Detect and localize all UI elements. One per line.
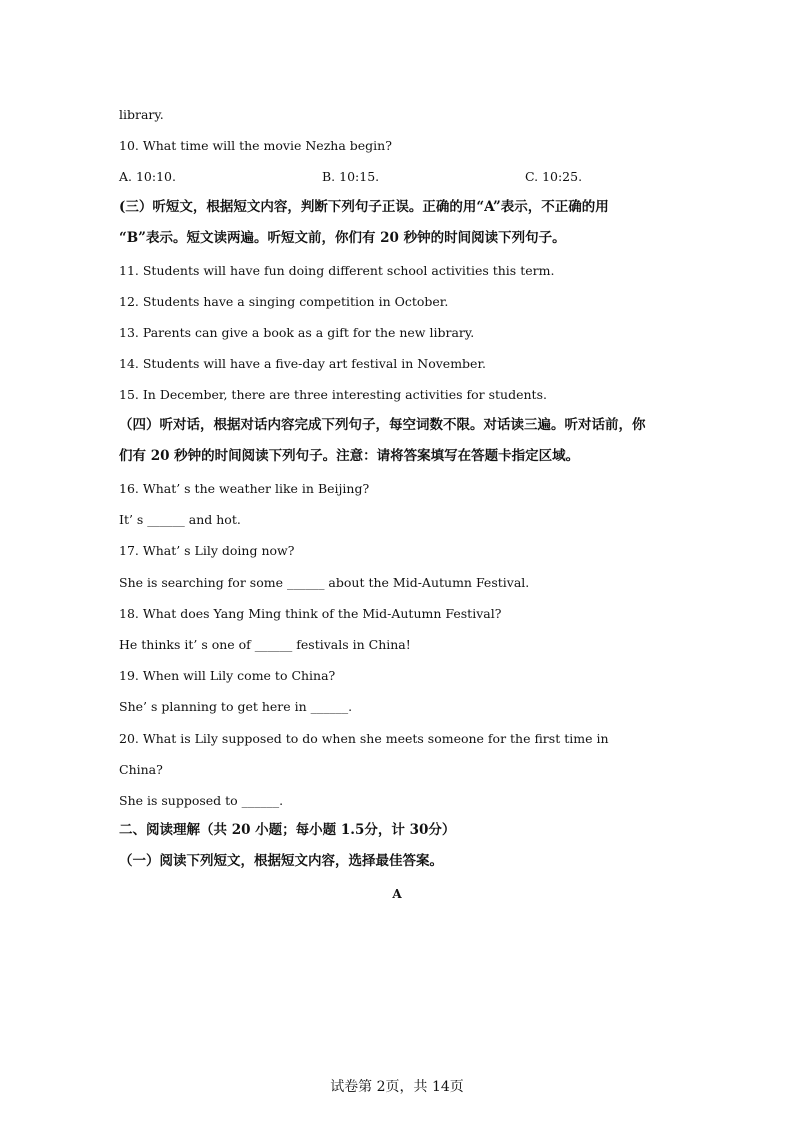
question-15: 15. In December, there are three interesting activities for students.	[119, 387, 547, 402]
option-c: C. 10:25.	[525, 169, 583, 184]
answer-20: She is supposed to ______.	[119, 793, 284, 808]
option-b: B. 10:15.	[322, 169, 380, 184]
text-line-library: library.	[119, 107, 164, 122]
question-17: 17. What’ s Lily doing now?	[119, 543, 295, 558]
question-14: 14. Students will have a five-day art festival in November.	[119, 356, 487, 371]
section-4-instruction-line1: （四）听对话，根据对话内容完成下列句子，每空词数不限。对话读三遍。听对话前，你	[119, 417, 646, 433]
question-13: 13. Parents can give a book as a gift for the new library.	[119, 325, 475, 340]
section-3-instruction-line2: “B”表示。短文读两遍。听短文前，你们有 20 秒钟的时间阅读下列句子。	[119, 230, 566, 246]
question-19: 19. When will Lily come to China?	[119, 668, 336, 683]
answer-18: He thinks it’ s one of ______ festivals in China!	[119, 637, 411, 652]
answer-17: She is searching for some ______ about the Mid-Autumn Festival.	[119, 575, 530, 590]
question-18: 18. What does Yang Ming think of the Mid-Autumn Festival?	[119, 606, 502, 621]
question-20-continued: China?	[119, 762, 163, 777]
option-a: A. 10:10.	[119, 169, 176, 184]
question-20: 20. What is Lily supposed to do when she meets someone for the first time in	[119, 731, 609, 746]
page-footer: 试卷第 2页，共 14页	[330, 1079, 464, 1095]
question-12: 12. Students have a singing competition in October.	[119, 294, 449, 309]
passage-label: A	[392, 887, 402, 901]
question-11: 11. Students will have fun doing different school activities this term.	[119, 263, 555, 278]
answer-16: It’ s ______ and hot.	[119, 512, 241, 527]
question-16: 16. What’ s the weather like in Beijing?	[119, 481, 370, 496]
answer-19: She’ s planning to get here in ______.	[119, 699, 353, 714]
section-3-instruction-line1: (三）听短文，根据短文内容，判断下列句子正误。正确的用“A”表示，不正确的用	[119, 199, 609, 215]
part-2-heading: 二、阅读理解（共 20 小题；每小题 1.5分，计 30分）	[119, 822, 456, 838]
section-4-instruction-line2: 们有 20 秒钟的时间阅读下列句子。注意：请将答案填写在答题卡指定区域。	[119, 448, 580, 464]
question-10: 10. What time will the movie Nezha begin?	[119, 138, 392, 153]
part-2-sub-instruction: （一）阅读下列短文，根据短文内容，选择最佳答案。	[119, 853, 443, 869]
